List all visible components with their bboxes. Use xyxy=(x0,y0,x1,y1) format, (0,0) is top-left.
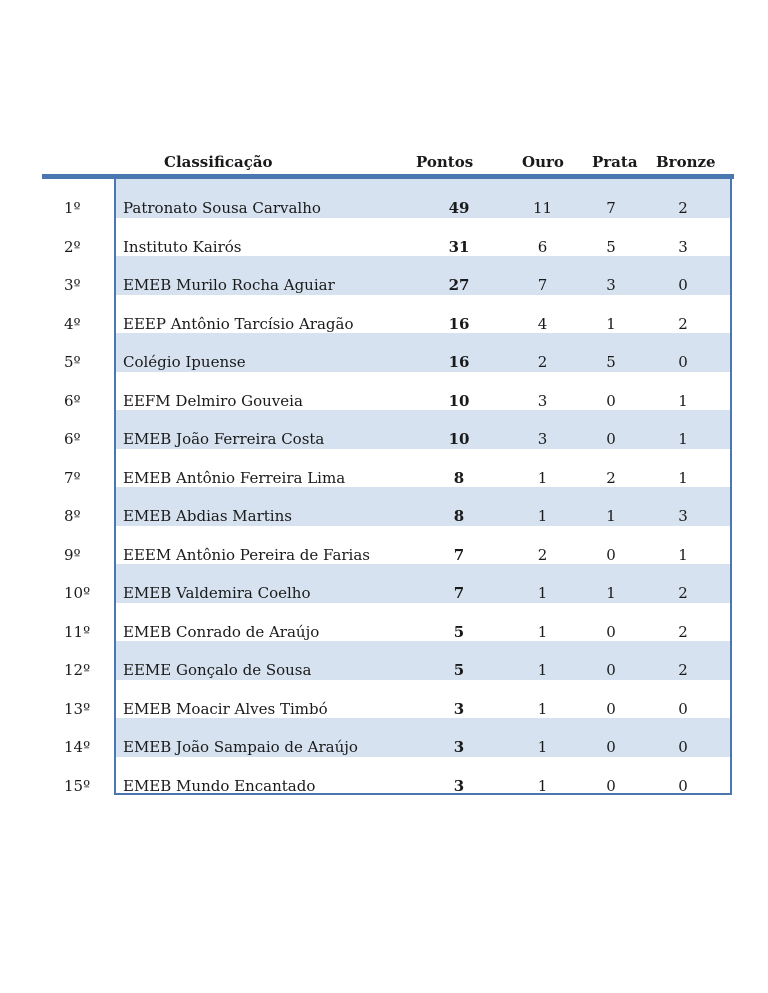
pontos-cell: 7 xyxy=(453,584,465,602)
bronze-cell: 0 xyxy=(678,276,688,294)
pontos-cell: 3 xyxy=(453,776,465,795)
pontos-cell: 3 xyxy=(453,738,465,756)
prata-cell: 0 xyxy=(606,661,616,679)
rank-cell: 8º xyxy=(64,507,81,525)
bronze-cell: 1 xyxy=(678,391,688,410)
bronze-cell: 1 xyxy=(678,545,688,564)
ouro-cell: 1 xyxy=(537,699,548,718)
bronze-cell: 0 xyxy=(678,738,688,756)
pontos-cell: 7 xyxy=(453,545,465,564)
school-name-cell: Patronato Sousa Carvalho xyxy=(123,199,321,217)
pontos-cell: 10 xyxy=(448,391,470,410)
bronze-cell: 0 xyxy=(678,699,688,718)
rank-cell: 9º xyxy=(64,545,81,564)
bronze-cell: 0 xyxy=(678,353,688,371)
ouro-cell: 1 xyxy=(537,738,548,756)
bronze-cell: 3 xyxy=(678,237,688,256)
school-name-cell: EMEB Antônio Ferreira Lima xyxy=(123,468,346,487)
ouro-cell: 1 xyxy=(537,622,548,641)
prata-cell: 0 xyxy=(606,738,616,756)
rank-cell: 6º xyxy=(64,391,81,410)
school-name-cell: Colégio Ipuense xyxy=(123,353,246,371)
ouro-cell: 1 xyxy=(537,468,548,487)
ouro-cell: 1 xyxy=(537,661,548,679)
pontos-cell: 10 xyxy=(448,430,470,448)
prata-cell: 7 xyxy=(606,199,616,217)
ouro-cell: 11 xyxy=(532,199,553,217)
pontos-cell: 8 xyxy=(453,468,465,487)
bronze-cell: 3 xyxy=(678,507,688,525)
school-name-cell: EEFM Delmiro Gouveia xyxy=(123,391,303,410)
pontos-cell: 16 xyxy=(448,314,470,333)
school-name-cell: EMEB Moacir Alves Timbó xyxy=(123,699,328,718)
ouro-cell: 2 xyxy=(537,353,548,371)
rank-cell: 6º xyxy=(64,430,81,448)
rank-cell: 12º xyxy=(64,661,91,679)
rank-cell: 4º xyxy=(64,314,81,333)
bronze-cell: 2 xyxy=(678,584,688,602)
rank-cell: 14º xyxy=(64,738,91,756)
header-ouro: Ouro xyxy=(522,153,564,171)
school-name-cell: Instituto Kairós xyxy=(123,237,242,256)
prata-cell: 0 xyxy=(606,699,616,718)
school-name-cell: EMEB Murilo Rocha Aguiar xyxy=(123,276,335,294)
school-name-cell: EEEP Antônio Tarcísio Aragão xyxy=(123,314,354,333)
bronze-cell: 2 xyxy=(678,622,688,641)
pontos-cell: 5 xyxy=(453,622,465,641)
ouro-cell: 7 xyxy=(537,276,548,294)
ouro-cell: 1 xyxy=(537,507,548,525)
prata-cell: 0 xyxy=(606,430,616,448)
ouro-cell: 3 xyxy=(537,391,548,410)
bronze-cell: 0 xyxy=(678,776,688,795)
bronze-cell: 1 xyxy=(678,430,688,448)
school-name-cell: EEME Gonçalo de Sousa xyxy=(123,661,312,679)
school-name-cell: EMEB João Sampaio de Araújo xyxy=(123,738,358,756)
rank-cell: 11º xyxy=(64,622,91,641)
table-frame xyxy=(114,179,732,795)
school-name-cell: EMEB Abdias Martins xyxy=(123,507,292,525)
ouro-cell: 1 xyxy=(537,584,548,602)
pontos-cell: 16 xyxy=(448,353,470,371)
ouro-cell: 6 xyxy=(537,237,548,256)
pontos-cell: 3 xyxy=(453,699,465,718)
school-name-cell: EEEM Antônio Pereira de Farias xyxy=(123,545,370,564)
pontos-cell: 49 xyxy=(448,199,470,217)
ouro-cell: 3 xyxy=(537,430,548,448)
rank-cell: 5º xyxy=(64,353,81,371)
prata-cell: 0 xyxy=(606,622,616,641)
rank-cell: 7º xyxy=(64,468,81,487)
rank-cell: 3º xyxy=(64,276,81,294)
ouro-cell: 2 xyxy=(537,545,548,564)
ouro-cell: 1 xyxy=(537,776,548,795)
prata-cell: 0 xyxy=(606,545,616,564)
ouro-cell: 4 xyxy=(537,314,548,333)
header-classificacao: Classificação xyxy=(164,153,273,171)
header-bronze: Bronze xyxy=(656,153,716,171)
rank-cell: 13º xyxy=(64,699,91,718)
prata-cell: 1 xyxy=(606,507,616,525)
bronze-cell: 2 xyxy=(678,314,688,333)
bronze-cell: 1 xyxy=(678,468,688,487)
rank-cell: 1º xyxy=(64,199,81,217)
pontos-cell: 5 xyxy=(453,661,465,679)
header-prata: Prata xyxy=(592,153,638,171)
school-name-cell: EMEB João Ferreira Costa xyxy=(123,430,325,448)
school-name-cell: EMEB Mundo Encantado xyxy=(123,776,316,795)
prata-cell: 1 xyxy=(606,584,616,602)
prata-cell: 1 xyxy=(606,314,616,333)
prata-cell: 5 xyxy=(606,237,616,256)
pontos-cell: 27 xyxy=(448,276,470,294)
prata-cell: 0 xyxy=(606,391,616,410)
rank-cell: 2º xyxy=(64,237,81,256)
prata-cell: 3 xyxy=(606,276,616,294)
rank-cell: 10º xyxy=(64,584,91,602)
school-name-cell: EMEB Valdemira Coelho xyxy=(123,584,311,602)
prata-cell: 5 xyxy=(606,353,616,371)
prata-cell: 2 xyxy=(606,468,616,487)
pontos-cell: 31 xyxy=(448,237,470,256)
prata-cell: 0 xyxy=(606,776,616,795)
pontos-cell: 8 xyxy=(453,507,465,525)
bronze-cell: 2 xyxy=(678,661,688,679)
bronze-cell: 2 xyxy=(678,199,688,217)
school-name-cell: EMEB Conrado de Araújo xyxy=(123,622,320,641)
header-pontos: Pontos xyxy=(416,153,474,171)
rank-cell: 15º xyxy=(64,776,91,795)
